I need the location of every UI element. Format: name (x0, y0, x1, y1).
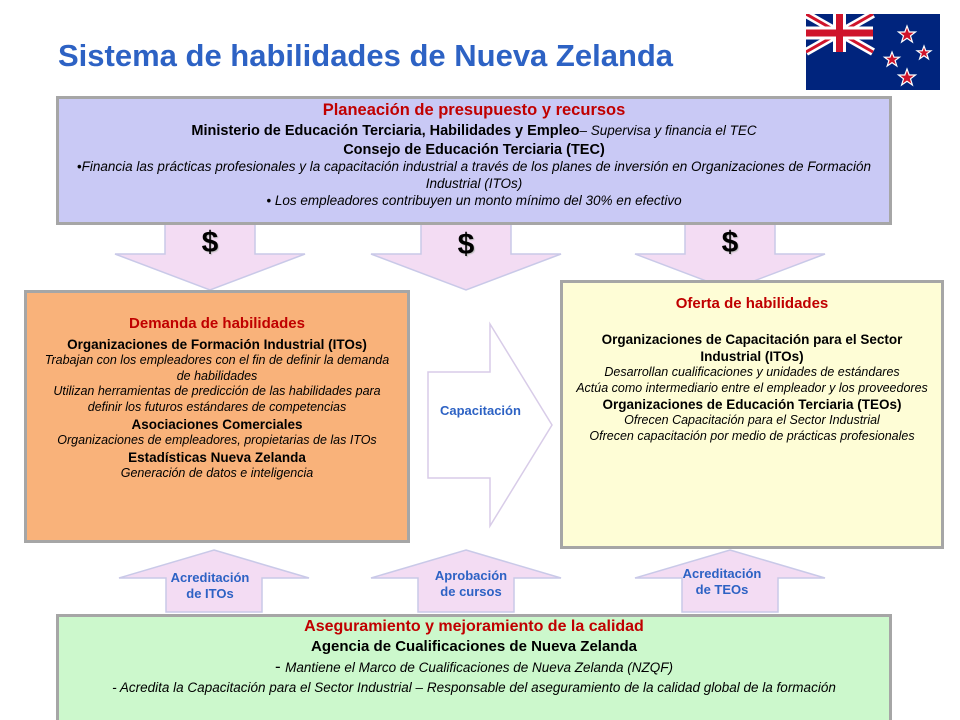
nzqa-line-2: - Acredita la Capacitación para el Sector Industrial – Responsable del aseguramiento de la calidad global de la formación (112, 679, 836, 695)
dollar-sign-middle: $ (457, 228, 475, 261)
supply-org-teos-desc-1: Ofrecen Capacitación para el Sector Industrial (624, 413, 880, 428)
quality-assurance-box (56, 614, 892, 720)
accreditation-itos-line-2: de ITOs (186, 586, 234, 602)
nzqa-line-1-text: Mantiene el Marco de Cualificaciones de Nueva Zelanda (NZQF) (285, 660, 674, 676)
tec-bullet-funding: •Financia las prácticas profesionales y la capacitación industrial a través de los planes de inversión en Organizaciones de Formación Industrial (ITOs) (76, 158, 872, 191)
budget-planning-box (56, 96, 892, 225)
supply-org-itos: Organizaciones de Capacitación para el Sector Industrial (ITOs) (601, 331, 903, 364)
dollar-sign-left: $ (201, 226, 219, 259)
nzqa-line-1 (65, 656, 883, 678)
supply-org-itos-desc-1: Desarrollan cualificaciones y unidades de estándares (604, 364, 900, 379)
training-arrow-label: Capacitación (440, 403, 521, 418)
demand-org-trade-associations-desc: Organizaciones de empleadores, propietarias de las ITOs (57, 432, 377, 447)
budget-planning-heading: Planeación de presupuesto y recursos (322, 101, 626, 119)
skills-supply-heading: Oferta de habilidades (675, 295, 829, 312)
course-approval-line-2: de cursos (440, 584, 502, 600)
new-zealand-flag-icon (806, 14, 940, 90)
nzqa-line-1-dash: - (274, 657, 281, 677)
tec-bullet-employers: • Los empleadores contribuyen un monto mínimo del 30% en efectivo (266, 192, 682, 208)
training-arrow (424, 320, 556, 530)
accreditation-itos-line-1: Acreditación (170, 570, 250, 585)
accreditation-itos-label (155, 570, 265, 603)
demand-org-itos-desc-2: Utilizan herramientas de predicción de las habilidades para definir los futuros estándares de competencias (53, 384, 381, 415)
ministry-name: Ministerio de Educación Terciaria, Habilidades y Empleo (191, 122, 580, 139)
demand-org-itos: Organizaciones de Formación Industrial (ITOs) (67, 336, 367, 352)
accreditation-teos-label (667, 566, 777, 599)
accreditation-teos-line-2: de TEOs (695, 582, 749, 598)
accreditation-teos-line-1: Acreditación (682, 566, 762, 581)
demand-org-itos-desc-1: Trabajan con los empleadores con el fin de definir la demanda de habilidades (44, 352, 390, 383)
ministry-line (65, 121, 883, 141)
supply-org-teos: Organizaciones de Educación Terciaria (TEOs) (602, 397, 902, 413)
dollar-sign-right: $ (721, 226, 739, 259)
demand-org-statistics-nz: Estadísticas Nueva Zelanda (128, 449, 306, 465)
demand-org-statistics-nz-desc: Generación de datos e inteligencia (120, 465, 314, 480)
skills-supply-box (560, 280, 944, 549)
supply-org-itos-desc-2: Actúa como intermediario entre el empleador y los proveedores (576, 380, 928, 395)
page-title: Sistema de habilidades de Nueva Zelanda (58, 38, 674, 73)
tec-name: Consejo de Educación Terciaria (TEC) (343, 141, 605, 158)
supply-org-teos-desc-2: Ofrecen capacitación por medio de prácticas profesionales (589, 429, 915, 444)
course-approval-label (416, 568, 526, 601)
skills-demand-box (24, 290, 410, 543)
ministry-role: – Supervisa y financia el TEC (579, 122, 757, 138)
nzqa-name: Agencia de Cualificaciones de Nueva Zelanda (311, 638, 637, 656)
skills-demand-heading: Demanda de habilidades (129, 315, 305, 332)
quality-assurance-heading: Aseguramiento y mejoramiento de la calidad (304, 618, 644, 635)
demand-org-trade-associations: Asociaciones Comerciales (131, 416, 303, 432)
course-approval-line-1: Aprobación (434, 568, 508, 583)
